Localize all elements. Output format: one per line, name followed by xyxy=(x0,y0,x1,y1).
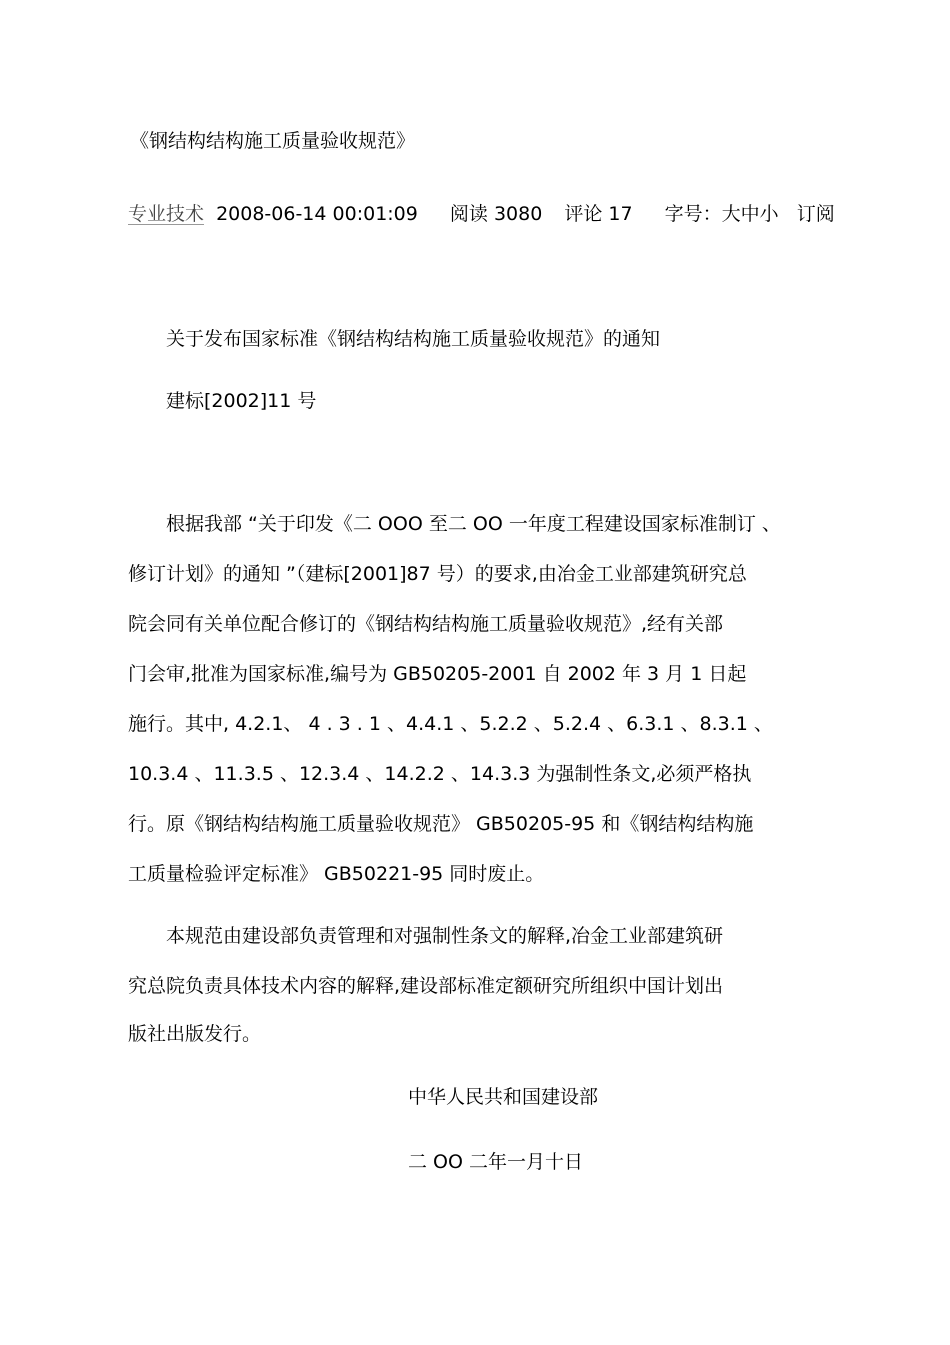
body-line: 根据我部 “关于印发《二 OOO 至二 OO 一年度工程建设国家标准制订 、 xyxy=(166,513,781,535)
font-size-options[interactable]: 字号：大中小 xyxy=(664,203,779,225)
body-line: 院会同有关单位配合修订的《钢结构结构施工质量验收规范》,经有关部 xyxy=(128,613,724,635)
issuer: 中华人民共和国建设部 xyxy=(408,1086,599,1108)
category-link[interactable]: 专业技术 xyxy=(128,203,205,225)
subscribe-link[interactable]: 订阅 xyxy=(796,203,835,225)
comment-count[interactable]: 评论 17 xyxy=(564,203,633,225)
body-line: 本规范由建设部负责管理和对强制性条文的解释,冶金工业部建筑研 xyxy=(166,925,724,947)
body-line: 行。原《钢结构结构施工质量验收规范》 GB50205-95 和《钢结构结构施 xyxy=(128,813,754,835)
body-line: 究总院负责具体技术内容的解释,建设部标准定额研究所组织中国计划出 xyxy=(128,975,724,997)
body-line: 门会审,批准为国家标准,编号为 GB50205-2001 自 2002 年 3 月 1 日起 xyxy=(128,663,747,685)
post-datetime: 2008-06-14 00:01:09 xyxy=(216,203,418,225)
body-line: 工质量检验评定标准》 GB50221-95 同时废止。 xyxy=(128,863,545,885)
body-line: 版社出版发行。 xyxy=(128,1023,262,1045)
notice-title: 关于发布国家标准《钢结构结构施工质量验收规范》的通知 xyxy=(166,328,661,350)
article-meta xyxy=(128,202,835,226)
notice-number: 建标[2002]11 号 xyxy=(166,390,317,412)
body-line: 修订计划》的通知 ”（建标[2001]87 号）的要求,由冶金工业部建筑研究总 xyxy=(128,563,747,585)
issue-date: 二 OO 二年一月十日 xyxy=(408,1151,583,1173)
read-count: 阅读 3080 xyxy=(449,203,543,225)
article-title: 《钢结构结构施工质量验收规范》 xyxy=(130,130,416,152)
body-line: 施行。其中, 4.2.1、 4 . 3 . 1 、4.4.1 、5.2.2 、5.2.4 、6.3.1 、8.3.1 、 xyxy=(128,713,773,735)
body-line: 10.3.4 、11.3.5 、12.3.4 、14.2.2 、14.3.3 为强制性条文,必须严格执 xyxy=(128,763,752,785)
